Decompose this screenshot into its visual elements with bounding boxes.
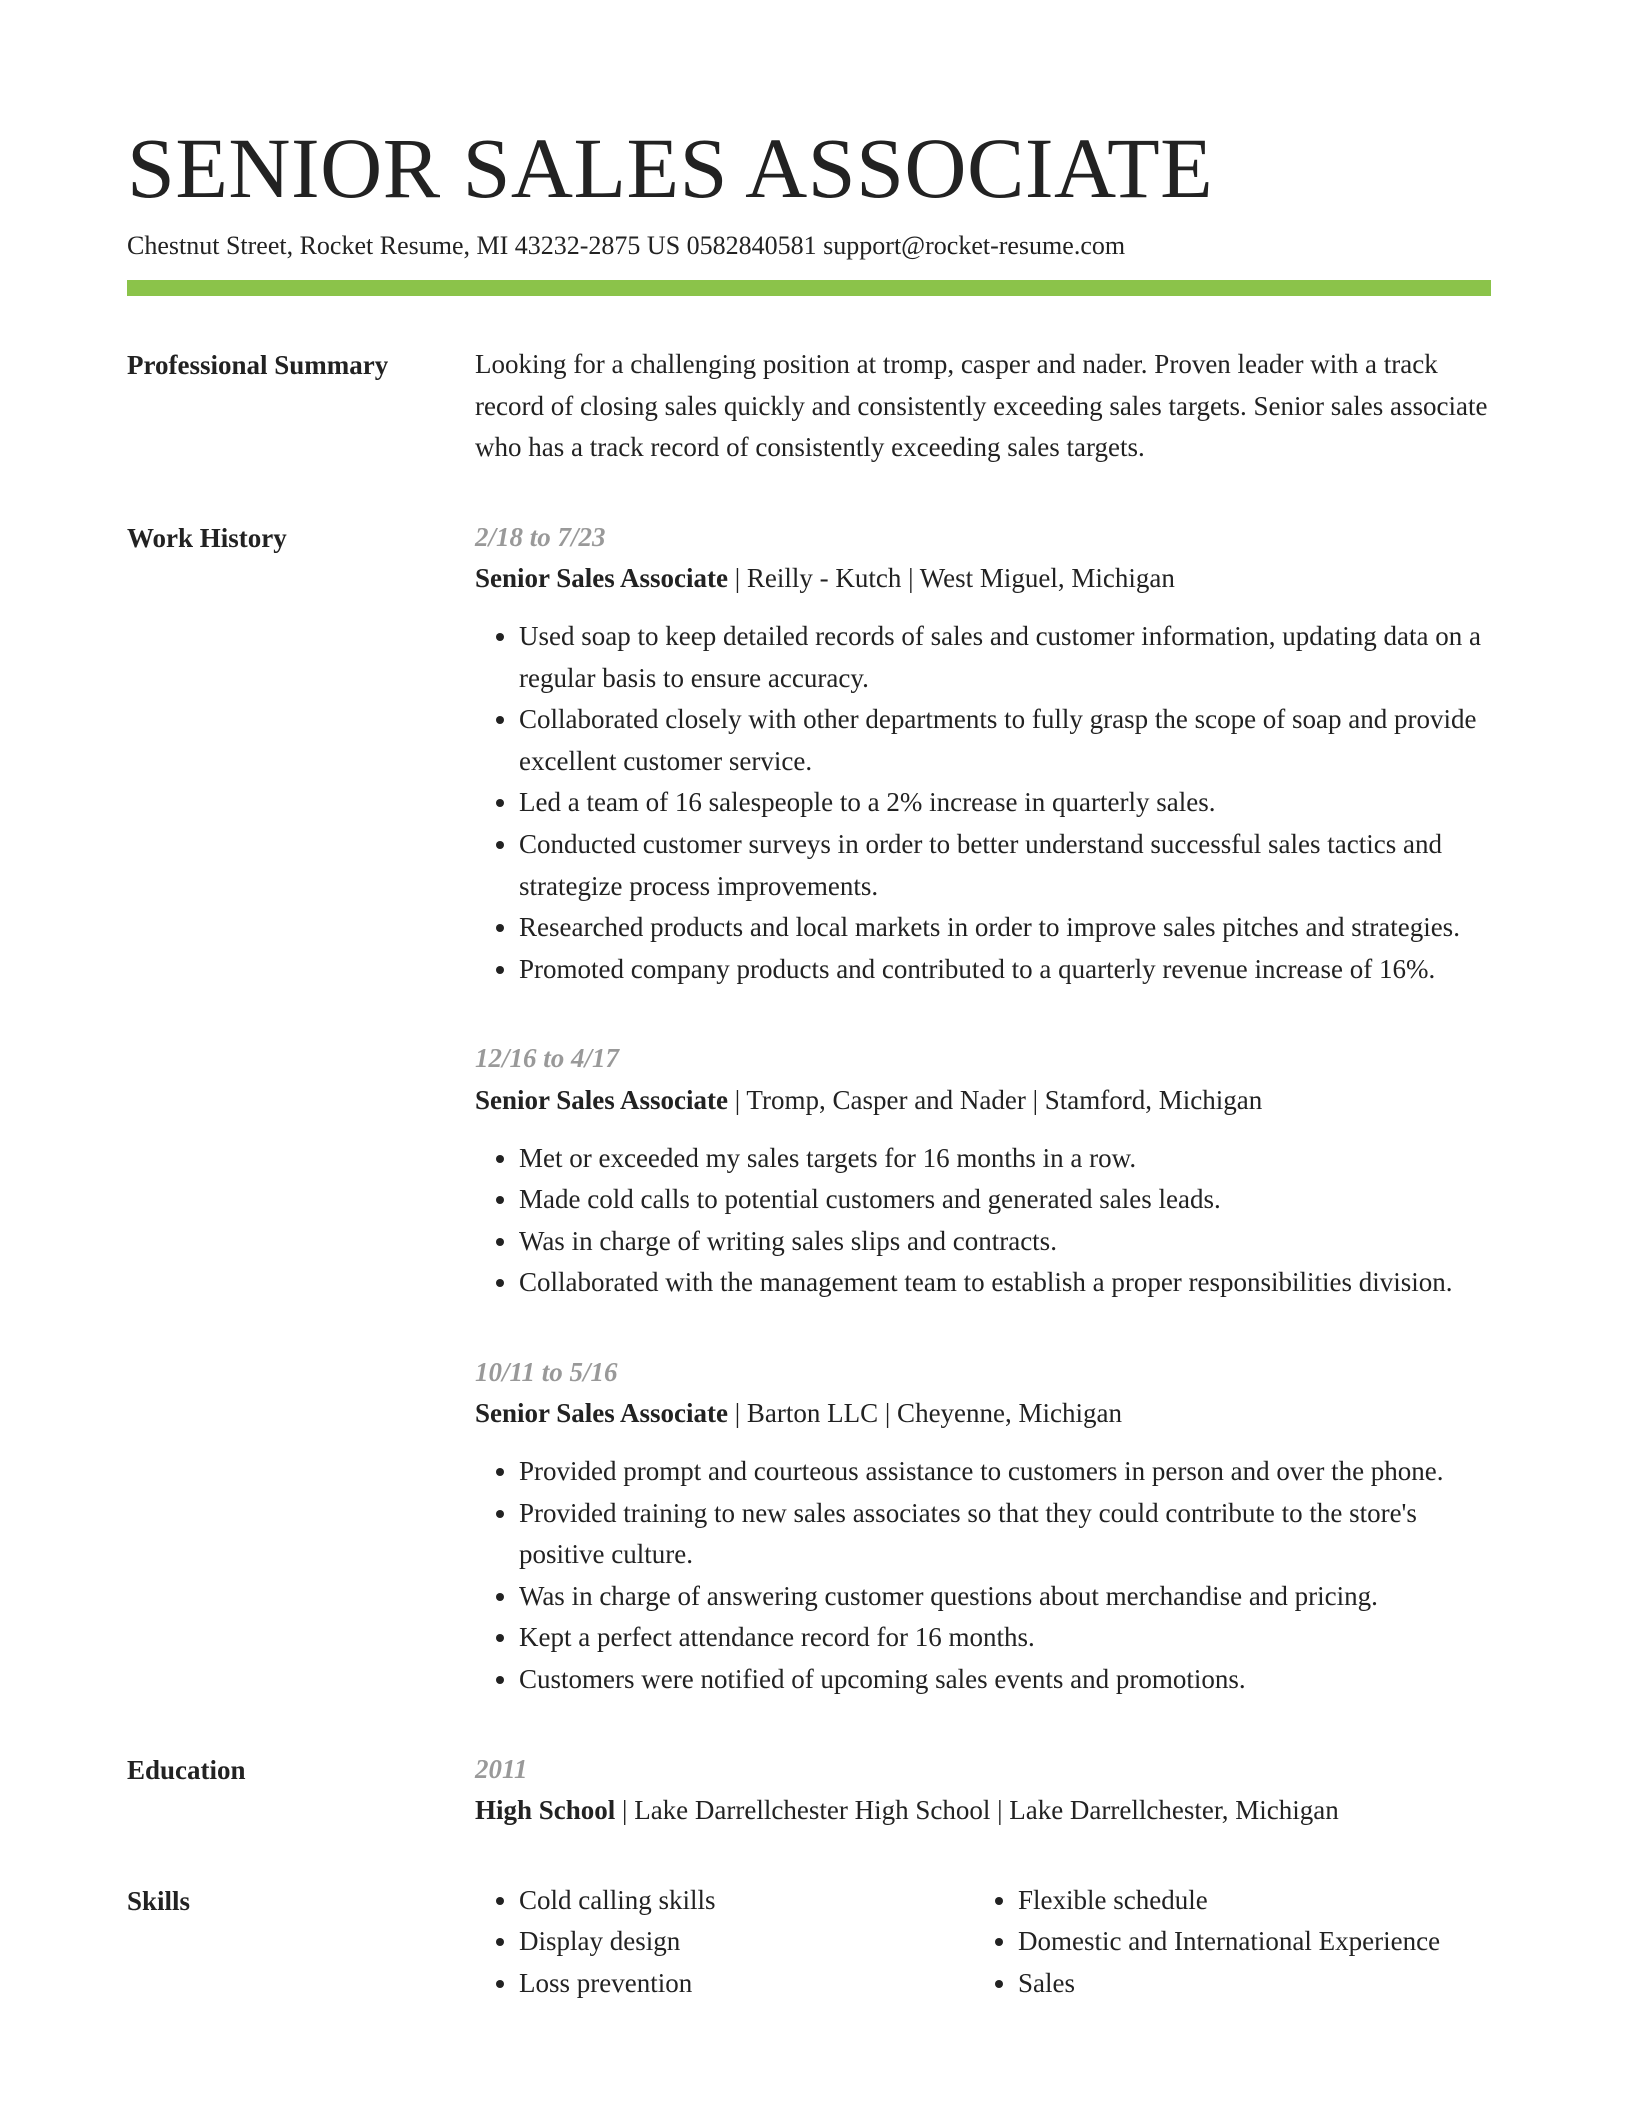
skill-item: • Display design	[519, 1921, 974, 1963]
section-label-summary: Professional Summary	[127, 350, 389, 380]
job-bullet: • Conducted customer surveys in order to better understand successful sales tactics and strategize process improvements.	[519, 824, 1491, 907]
skill-item: • Flexible schedule	[1018, 1880, 1491, 1922]
section-label-work-history: Work History	[127, 522, 287, 553]
job-bullets	[475, 1138, 1491, 1304]
skills-grid	[475, 1880, 1491, 2005]
job-entry	[475, 1352, 1491, 1701]
education-details: | Lake Darrellchester High School | Lake Darrellchester, Michigan	[615, 1795, 1339, 1826]
job-bullet: • Researched products and local markets in order to improve sales pitches and strategies.	[519, 907, 1491, 949]
skills-list-left	[475, 1880, 974, 2005]
job-details: | Barton LLC | Cheyenne, Michigan	[728, 1398, 1122, 1429]
job-role: Senior Sales Associate	[475, 1084, 729, 1115]
job-bullet: • Provided prompt and courteous assistance to customers in person and over the phone.	[519, 1451, 1491, 1493]
education-section	[127, 1749, 1491, 1832]
job-role: Senior Sales Associate	[475, 1398, 729, 1429]
job-bullet: • Collaborated closely with other departments to fully grasp the scope of soap and provide excellent customer service.	[519, 699, 1491, 782]
job-bullet: • Made cold calls to potential customers and generated sales leads.	[519, 1179, 1491, 1221]
job-bullet: • Led a team of 16 salespeople to a 2% increase in quarterly sales.	[519, 782, 1491, 824]
summary-text: Looking for a challenging position at tromp, casper and nader. Proven leader with a track record of closing sales quickly and consistently exceeding sales targets. Senior sales associate who has a track record of consistently exceeding sales targets.	[475, 349, 1488, 463]
education-degree: High School	[475, 1795, 616, 1826]
skills-list-right	[974, 1880, 1491, 2005]
skill-item: • Sales	[1018, 1963, 1491, 2005]
section-label-education: Education	[127, 1754, 246, 1785]
job-entry	[475, 1038, 1491, 1304]
resume-name: SENIOR SALES ASSOCIATE	[127, 120, 1214, 216]
job-date: 2/18 to 7/23	[475, 521, 606, 552]
job-bullet: • Was in charge of writing sales slips and contracts.	[519, 1221, 1491, 1263]
accent-divider	[127, 280, 1491, 296]
job-details: | Tromp, Casper and Nader | Stamford, Michigan	[728, 1084, 1263, 1115]
skill-item: • Cold calling skills	[519, 1880, 974, 1922]
skill-item: • Domestic and International Experience	[1018, 1921, 1491, 1963]
job-title-line	[475, 1080, 1491, 1122]
job-bullet: • Was in charge of answering customer questions about merchandise and pricing.	[519, 1576, 1491, 1618]
job-bullet: • Customers were notified of upcoming sales events and promotions.	[519, 1659, 1491, 1701]
job-bullet: • Promoted company products and contributed to a quarterly revenue increase of 16%.	[519, 949, 1491, 991]
job-date: 10/11 to 5/16	[475, 1356, 618, 1387]
job-entry	[475, 517, 1491, 991]
job-role: Senior Sales Associate	[475, 563, 729, 594]
job-bullet: • Met or exceeded my sales targets for 16 months in a row.	[519, 1138, 1491, 1180]
skills-section	[127, 1880, 1491, 2005]
job-bullet: • Kept a perfect attendance record for 16 months.	[519, 1617, 1491, 1659]
summary-section	[127, 344, 1491, 469]
job-title-line	[475, 1393, 1491, 1435]
contact-line: Chestnut Street, Rocket Resume, MI 43232-2875 US 0582840581 support@rocket-resume.com	[127, 231, 1126, 260]
section-label-skills: Skills	[127, 1885, 191, 1916]
education-date: 2011	[475, 1753, 528, 1784]
job-details: | Reilly - Kutch | West Miguel, Michigan	[728, 563, 1175, 594]
work-history-section	[127, 517, 1491, 1701]
job-bullets	[475, 1451, 1491, 1701]
job-title-line	[475, 558, 1491, 600]
resume-page	[127, 118, 1491, 2005]
job-date: 12/16 to 4/17	[475, 1043, 620, 1074]
job-bullet: • Provided training to new sales associates so that they could contribute to the store's positive culture.	[519, 1493, 1491, 1576]
skill-item: • Loss prevention	[519, 1963, 974, 2005]
education-line	[475, 1790, 1491, 1832]
job-bullet: • Collaborated with the management team to establish a proper responsibilities division.	[519, 1262, 1491, 1304]
job-bullet: • Used soap to keep detailed records of sales and customer information, updating data on a regular basis to ensure accuracy.	[519, 616, 1491, 699]
job-bullets	[475, 616, 1491, 990]
